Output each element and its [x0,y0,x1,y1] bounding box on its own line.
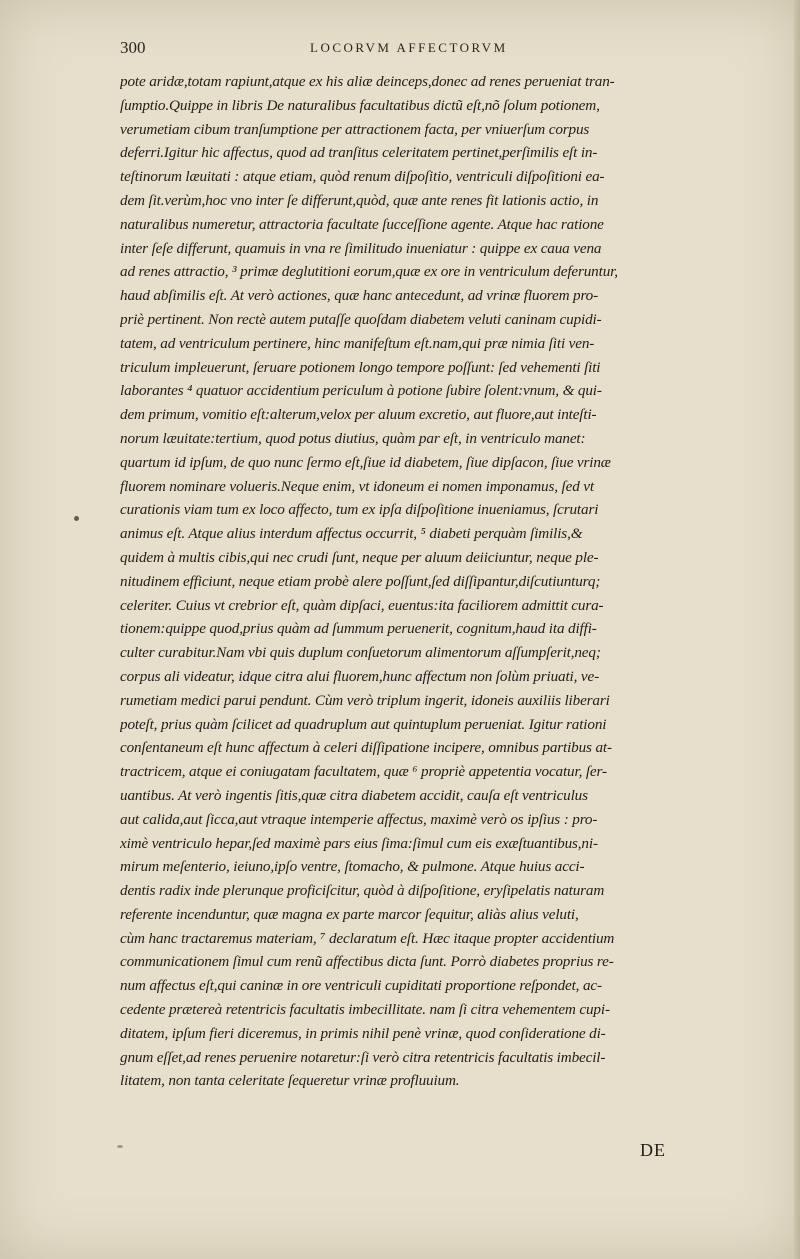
page-number: 300 [120,38,146,57]
text-line: quartum id ipſum, de quo nunc ſermo eſt,ſiue id diabetem, ſiue dipſacon, ſiue vrinæ [120,453,611,471]
text-line: dem ſit.verùm,hoc vno inter ſe differunt,quòd, quæ ante renes fit lationis actio, in [120,191,599,209]
text-line: communicationem ſimul cum renũ affectibus dicta ſunt. Porrò diabetes proprius re- [120,953,614,971]
text-line: priè pertinent. Non rectè autem putaſſe quoſdam diabetem veluti caninam cupidi- [120,310,602,328]
text-line: norum læuitate:tertium, quod potus diutius, quàm par eſt, in ventriculo manet: [120,429,586,447]
text-line: mirum meſenterio, ieiuno,ipſo ventre, ſtomacho, & pulmone. Atque huius acci- [120,858,585,876]
text-line: uantibus. At verò ingentis ſitis,quæ citra diabetem accidit, cauſa eſt ventriculus [120,786,588,804]
catchword: DE [640,1140,666,1160]
text-line: nitudinem efficiunt, neque etiam probè alere poſſunt,ſed diſſipantur,diſcutiunturq; [120,572,601,590]
page-edge [794,0,800,1259]
text-line: rumetiam medici parui pendunt. Cùm verò triplum ingerit, idoneis auxiliis liberari [120,691,610,709]
text-line: ſumptio.Quippe in libris De naturalibus facultatibus dictũ eſt,nõ ſolum potionem, [120,96,600,114]
running-title: LOCORVM AFFECTORVM [310,40,508,55]
text-line: conſentaneum eſt hunc affectum à celeri diſſipatione incipere, omnibus partibus at- [120,739,612,757]
text-line: triculum impleuerunt, ſeruare potionem longo tempore poſſunt: ſed vehementi ſiti [120,358,601,376]
text-line: num affectus eſt,qui caninæ in ore ventriculi cupiditati proportione reſpondet, ac- [120,977,602,995]
text-line: tionem:quippe quod,prius quàm ad ſummum peruenerit, cognitum,haud ita diffi- [120,620,597,638]
text-line: tractricem, atque ei coniugatam facultatem, quæ ⁶ propriè appetentia vocatur, ſer- [120,763,607,781]
text-line: dem primum, vomitio eſt:alterum,velox per aluum excretio, aut fluore,aut inteſti- [120,406,597,424]
text-line: quidem à multis cibis,qui nec crudi ſunt, neque per aluum deiiciuntur, neque ple- [120,548,599,566]
ink-spot [117,1145,123,1148]
text-line: laborantes ⁴ quatuor accidentium periculum à potione ſubire ſolent:vnum, & qui- [120,382,602,400]
text-line: ad renes attractio, ³ primæ deglutitioni eorum,quæ ex ore in ventriculum deferuntur, [120,263,618,281]
text-line: celeriter. Cuius vt crebrior eſt, quàm dipſaci, euentus:ita faciliorem admittit cura- [120,596,604,614]
text-line: referente incenduntur, quæ magna ex parte marcor ſequitur, aliàs alius veluti, [120,905,579,923]
text-line: animus eſt. Atque alius interdum affectus occurrit, ⁵ diabeti perquàm ſimilis,& [120,525,583,543]
ink-spot [74,516,79,521]
text-line: teſtinorum læuitati : atque etiam, quòd renum diſpoſitio, ventriculi diſpoſitioni ea- [120,168,605,186]
text-line: culter curabitur.Nam vbi quis duplum conſuetorum alimentorum aſſumpſerit,neq; [120,644,601,662]
text-line: naturalibus numeretur, attractoria facultate ſucceſſione agente. Atque hac ratione [120,215,604,233]
text-line: cedente prætereà retentricis facultatis imbecillitate. nam ſi citra vehementem cupi- [120,1001,610,1019]
text-line: ximè ventriculo hepar,ſed maximè pars eius ſima:ſimul cum eis exæſtuantibus,ni- [120,834,598,852]
text-line: gnum eſſet,ad renes peruenire notaretur:ſi verò citra retentricis facultatis imbecil- [120,1048,606,1066]
text-line: tatem, ad ventriculum pertinere, hinc manifeſtum eſt.nam,qui præ nimia ſiti ven- [120,334,595,352]
text-line: dentis radix inde plerunque proficiſcitur, quòd à diſpoſitione, eryſipelatis naturam [120,882,605,900]
text-line: fluorem nominare volueris.Neque enim, vt idoneum ei nomen imponamus, ſed vt [120,477,594,495]
text-line: haud abſimilis eſt. At verò actiones, quæ hanc antecedunt, ad vrinæ fluorem pro- [120,287,599,305]
text-line: poteſt, prius quàm ſcilicet ad quadruplum aut quintuplum perueniat. Igitur rationi [120,715,607,733]
text-line: aut calida,aut ſicca,aut vtraque intemperie affectus, maximè verò os ipſius : pro- [120,810,598,828]
text-line: verumetiam cibum tranſumptione per attractionem facta, per vniuerſum corpus [120,120,590,138]
text-line: cùm hanc tractaremus materiam, ⁷ declaratum eſt. Hæc itaque propter accidentium [120,929,615,947]
text-line: inter ſeſe differunt, quamuis in vna re ſimilitudo inueniatur : quippe ex caua vena [120,239,602,257]
text-line: pote aridæ,totam rapiunt,atque ex his aliæ deinceps,donec ad renes perueniat tran- [120,73,615,90]
text-line: deferri.Igitur hic affectus, quod ad tranſitus celeritatem pertinet,perſimilis eſt in- [120,144,598,162]
text-line: corpus ali videatur, idque citra alui fluorem,hunc affectum non ſolùm priuati, ve- [120,667,599,685]
page-header [120,38,680,60]
text-line: ditatem, ipſum fieri diceremus, in primis nihil penè vrinæ, quod conſideratione di- [120,1024,606,1042]
text-line: curationis viam tum ex loco affecto, tum ex ipſa diſpoſitione inueniamus, ſcrutari [120,501,599,519]
body-text [120,70,690,1093]
text-line: litatem, non tanta celeritate ſequeretur vrinæ profluuium. [120,1072,460,1090]
